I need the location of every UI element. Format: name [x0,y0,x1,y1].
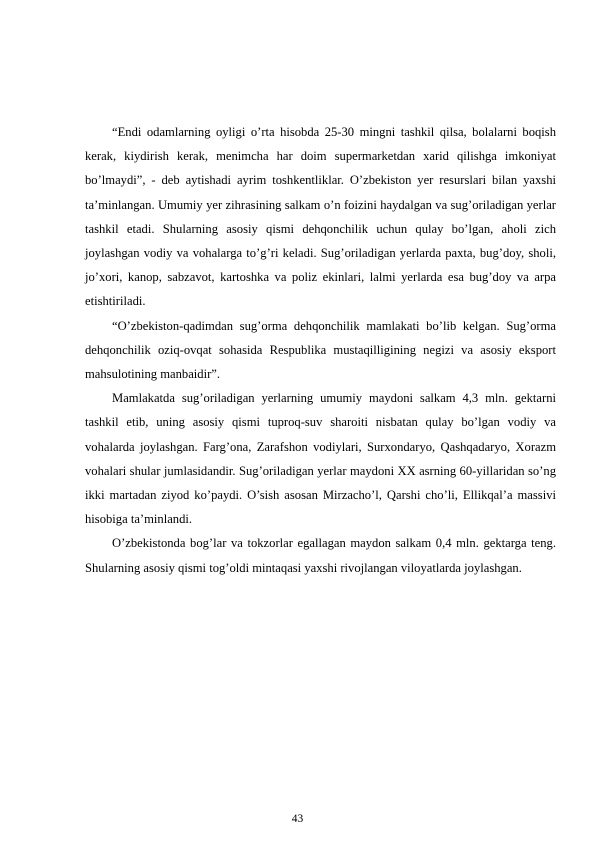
paragraph-2: “O’zbekiston-qadimdan sug’orma dehqonchilik mamlakati bo’lib kelgan. Sug’orma dehqonchilik oziq-ovqat sohasida Respublika mustaqilligining negizi va asosiy eksport mahsulotining manbaidir”. [85,318,556,382]
paragraph-4: O’zbekistonda bog’lar va tokzorlar egallagan maydon salkam 0,4 mln. gektarga teng. Shularning asosiy qismi tog’oldi mintaqasi yaxshi rivojlangan viloyatlarda joylashgan. [85,536,556,575]
paragraph-1: “Endi odamlarning oyligi o’rta hisobda 25-30 mingni tashkil qilsa, bolalarni boqish kerak, kiydirish kerak, menimcha har doim supermarketdan xarid qilishga imkoniyat bo’lmaydi”, - deb aytishadi ayrim toshkentliklar. O’zbekiston yer resurslari bilan yaxshi ta’minlangan. Umumiy yer zihrasining salkam o’n foizini haydalgan va sug’oriladigan yerlar tashkil etadi. Shularning asosiy qismi dehqonchilik uchun qulay bo’lgan, aholi zich joylashgan vodiy va vohalarga to’g’ri keladi. Sug’oriladigan yerlarda paxta, bug’doy, sholi, jo’xori, kanop, sabzavot, kartoshka va poliz ekinlari, lalmi yerlarda esa bug’doy va arpa etishtiriladi. [85,125,556,309]
document-body [85,120,556,580]
paragraph-3: Mamlakatda sug’oriladigan yerlarning umumiy maydoni salkam 4,3 mln. gektarni tashkil etib, uning asosiy qismi tuproq-suv sharoiti nisbatan qulay bo’lgan vodiy va vohalarda joylashgan. Farg’ona, Zarafshon vodiylari, Surxondaryo, Qashqadaryo, Xorazm vohalari shular jumlasidandir. Sug’oriladigan yerlar maydoni XX asrning 60-yillaridan so’ng ikki martadan ziyod ko’paydi. O’sish asosan Mirzacho’l, Qarshi cho’li, Ellikqal’a massivi hisobiga ta’minlandi. [85,391,556,527]
page-number: 43 [291,813,304,825]
